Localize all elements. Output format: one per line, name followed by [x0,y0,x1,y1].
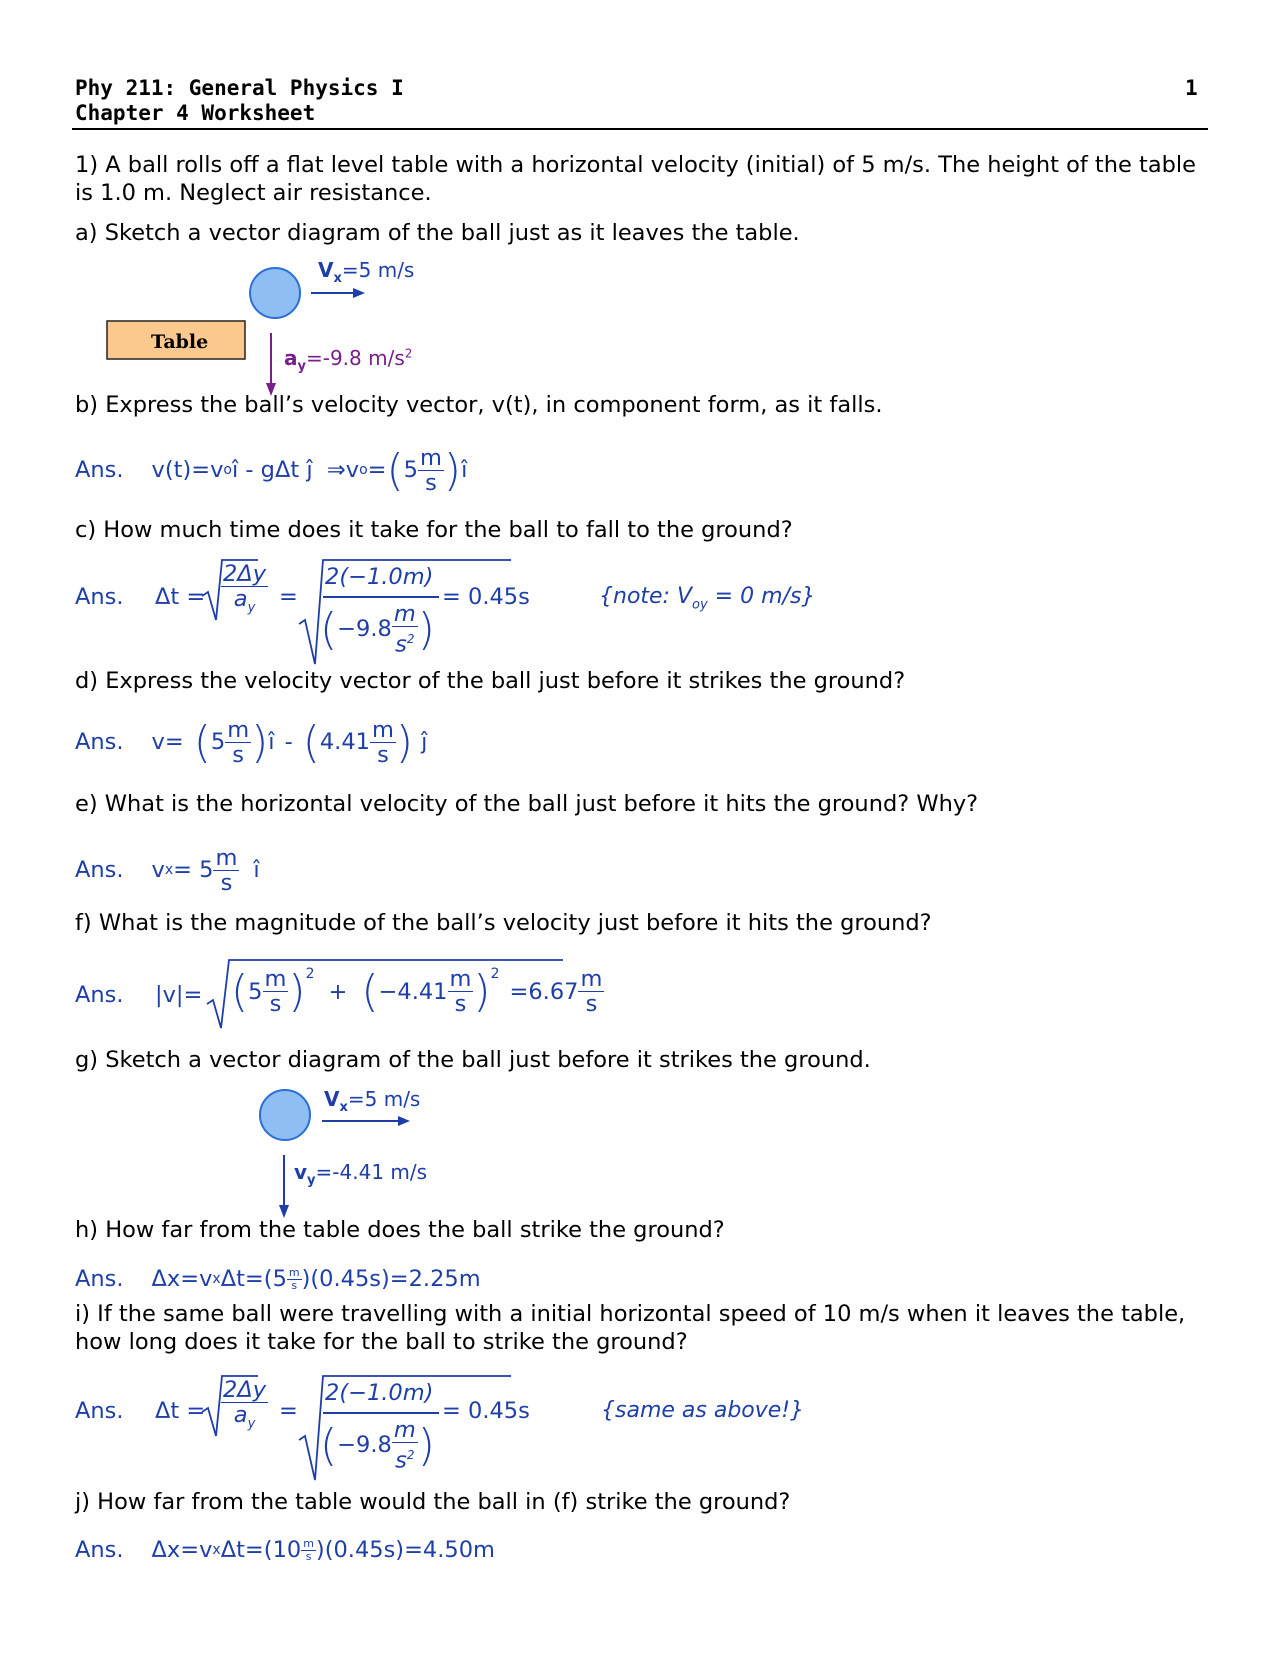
ay-label: $a_y=-9.8$ $m/s^2$ [284,346,413,374]
fraction-bar [323,596,439,598]
ball [260,1090,310,1140]
answer-e: Ans. v x = 5 $\frac{m}{s}$ î [75,844,260,896]
question-h: h) How far from the table does the ball strike the ground? [75,1217,725,1243]
vy-label-g: $v_y=-4.41$ m/s [294,1160,428,1188]
question-f: f) What is the magnitude of the ball’s velocity just before it hits the ground? [75,910,932,936]
ball [250,268,300,318]
question-b: b) Express the ball’s velocity vector, v(t), in component form, as it falls. [75,392,883,418]
vx-label-g: $V_x=5$ m/s [324,1087,421,1115]
answer-d: Ans. v= ( 5 $\frac{m}{s}$ ) î - ( 4.41 $\frac{m}{s}$ ) ĵ [75,716,428,768]
fraction-bar [323,1412,439,1414]
vx-label: $V_x=5$ m/s [318,258,415,286]
vx-arrowhead [398,1116,410,1126]
question-j: j) How far from the table would the ball in (f) strike the ground? [75,1489,791,1515]
note-c: {note: $V_{oy} = 0$ m/s} [599,584,816,613]
question-c: c) How much time does it take for the ball to fall to the ground? [75,517,793,543]
page-number: 1 [1185,76,1198,100]
problem-intro: 1) A ball rolls off a flat level table with a horizontal velocity (initial) of 5 m/s. The height of the table is 1.0 m. Neglect air resistance. [75,152,1196,206]
chapter-title: Chapter 4 Worksheet [75,101,316,125]
question-a: a) Sketch a vector diagram of the ball just as it leaves the table. [75,220,800,246]
answer-b: Ans. v(t)=v o î - gΔt ĵ ⇒ v o = ( 5 $\frac{m}{s}$ ) î [75,444,468,496]
table-label: Table [151,331,209,353]
diagram-ball-leaving-table [95,255,495,405]
question-e: e) What is the horizontal velocity of the ball just before it hits the ground? Why? [75,791,979,817]
answer-h: Ans. Δx=v x Δt=(5 $\frac{m}{s}$ )(0.45s)=2.25m [75,1265,481,1292]
note-i: {same as above!} [601,1398,805,1423]
answer-j: Ans. Δx=v x Δt=(10 $\frac{m}{s}$ )(0.45s)=4.50m [75,1536,495,1563]
question-g: g) Sketch a vector diagram of the ball just before it strikes the ground. [75,1047,871,1073]
header-rule [72,128,1208,130]
question-i: i) If the same ball were travelling with a initial horizontal speed of 10 m/s when it leaves the table, how long does it take for the ball to strike the ground? [75,1301,1186,1355]
question-d: d) Express the velocity vector of the ball just before it strikes the ground? [75,668,906,694]
course-title: Phy 211: General Physics I [75,76,404,100]
vx-arrowhead [353,288,365,298]
